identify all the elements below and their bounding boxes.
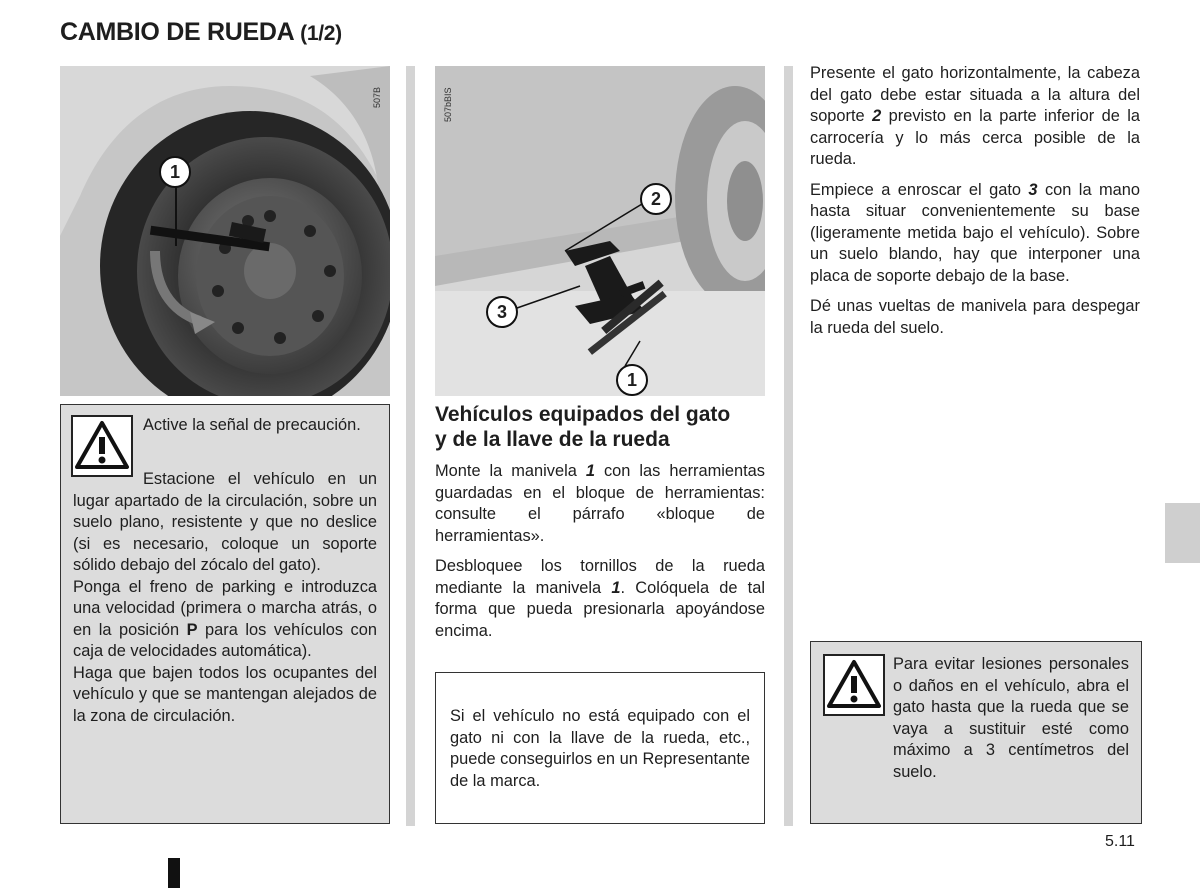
middle-p1a: Monte la manivela: [435, 462, 586, 480]
callout-label: 2: [650, 189, 661, 209]
wheel-illustration: [60, 66, 390, 396]
ref-1: 1: [611, 578, 621, 597]
middle-paragraph-1: [435, 461, 765, 547]
crop-mark: [168, 858, 180, 888]
column-divider-left: [406, 66, 415, 826]
section-heading: [435, 402, 765, 452]
right-paragraph-2: [810, 180, 1140, 288]
warning-body: [73, 469, 377, 736]
callout-label: 1: [626, 370, 637, 390]
right-p1a: Presente el gato horizontalmente, la cabeza del gato debe estar situada a la altura del soporte: [810, 64, 1140, 125]
middle-p1b: con las herramientas guardadas en el bloque de herramientas: consulte el párrafo «bloque de herramientas».: [435, 462, 765, 545]
chapter-thumb-tab: [1165, 503, 1200, 563]
position-p-label: P: [186, 620, 198, 639]
warning-text-4: Haga que bajen todos los ocupantes del vehículo y que se mantengan alejados de la zona de circulación.: [73, 663, 377, 725]
right-section: [810, 63, 1140, 348]
warning-text-3: [73, 577, 377, 663]
jack-warning-text: Para evitar lesiones personales o daños en el vehículo, abra el gato hasta que la rueda que se vaya a sustituir esté como máximo a 3 centímetros del suelo.: [893, 655, 1129, 781]
figure-reference-code: 507bBIS: [443, 87, 453, 122]
title-text: CAMBIO DE RUEDA: [60, 18, 294, 46]
figure-reference-code: 507B: [372, 86, 382, 108]
title-suffix: (1/2): [300, 22, 342, 45]
middle-paragraph-2: [435, 556, 765, 642]
section-heading-line1: Vehículos equipados del gato: [435, 403, 731, 426]
right-paragraph-1: [810, 63, 1140, 171]
safety-warning-box: [60, 404, 390, 824]
jack-figure: [435, 66, 765, 396]
note-text: Si el vehículo no está equipado con el gato ni con la llave de la rueda, etc., puede conseguirlos en un Representante de la marca.: [450, 707, 750, 790]
warning-text-3b: para los vehículos con caja de velocidades automática).: [73, 620, 377, 660]
page-number: 5.11: [1105, 833, 1135, 850]
right-p1b: previsto en la parte inferior de la carrocería y lo más cerca posible de la rueda.: [810, 107, 1140, 168]
wheel-figure: [60, 66, 390, 396]
callout-label: 3: [496, 302, 507, 322]
jack-height-warning-box: [810, 641, 1142, 824]
middle-p2a: Desbloquee los tornillos de la rueda mediante la manivela: [435, 557, 765, 597]
warning-triangle-icon: [823, 654, 885, 716]
page-title: [60, 18, 342, 47]
middle-body: [435, 461, 765, 642]
warning-text-1: Active la señal de precaución.: [143, 416, 361, 434]
column-divider-right: [784, 66, 793, 826]
callout-leader-line: [175, 186, 177, 246]
middle-p2b: . Colóquela de tal forma que pueda presionarla apoyándose encima.: [435, 578, 765, 640]
ref-2: 2: [872, 107, 882, 125]
middle-section: [435, 402, 765, 651]
section-heading-line2: y de la llave de la rueda: [435, 428, 670, 451]
ref-1: 1: [585, 462, 595, 480]
warning-p1: [143, 415, 377, 446]
callout-leader-lines: [435, 66, 765, 396]
callout-label: 1: [169, 162, 180, 182]
ref-3: 3: [1028, 180, 1038, 199]
warning-text-2: Estacione el vehículo en un lugar apartado de la circulación, sobre un suelo plano, resistente y que no deslice (si es necesario, coloque un soporte sólido debajo del zócalo del gato).: [73, 470, 377, 574]
right-p2b: con la mano hasta situar convenientemente su base (ligeramente metida bajo el vehículo). Sobre un suelo blando, hay que interponer una placa de soporte debajo de la base.: [810, 180, 1140, 285]
warning-triangle-icon: [71, 415, 133, 477]
right-p2a: Empiece a enroscar el gato: [810, 180, 1029, 199]
warning-text-3a: Ponga el freno de parking e introduzca una velocidad (primera o marcha atrás, o en la posición: [73, 577, 377, 639]
equipment-note-box: [435, 672, 765, 824]
callout-1-marker: [159, 156, 191, 188]
right-paragraph-3: Dé unas vueltas de manivela para despegar la rueda del suelo.: [810, 297, 1140, 337]
